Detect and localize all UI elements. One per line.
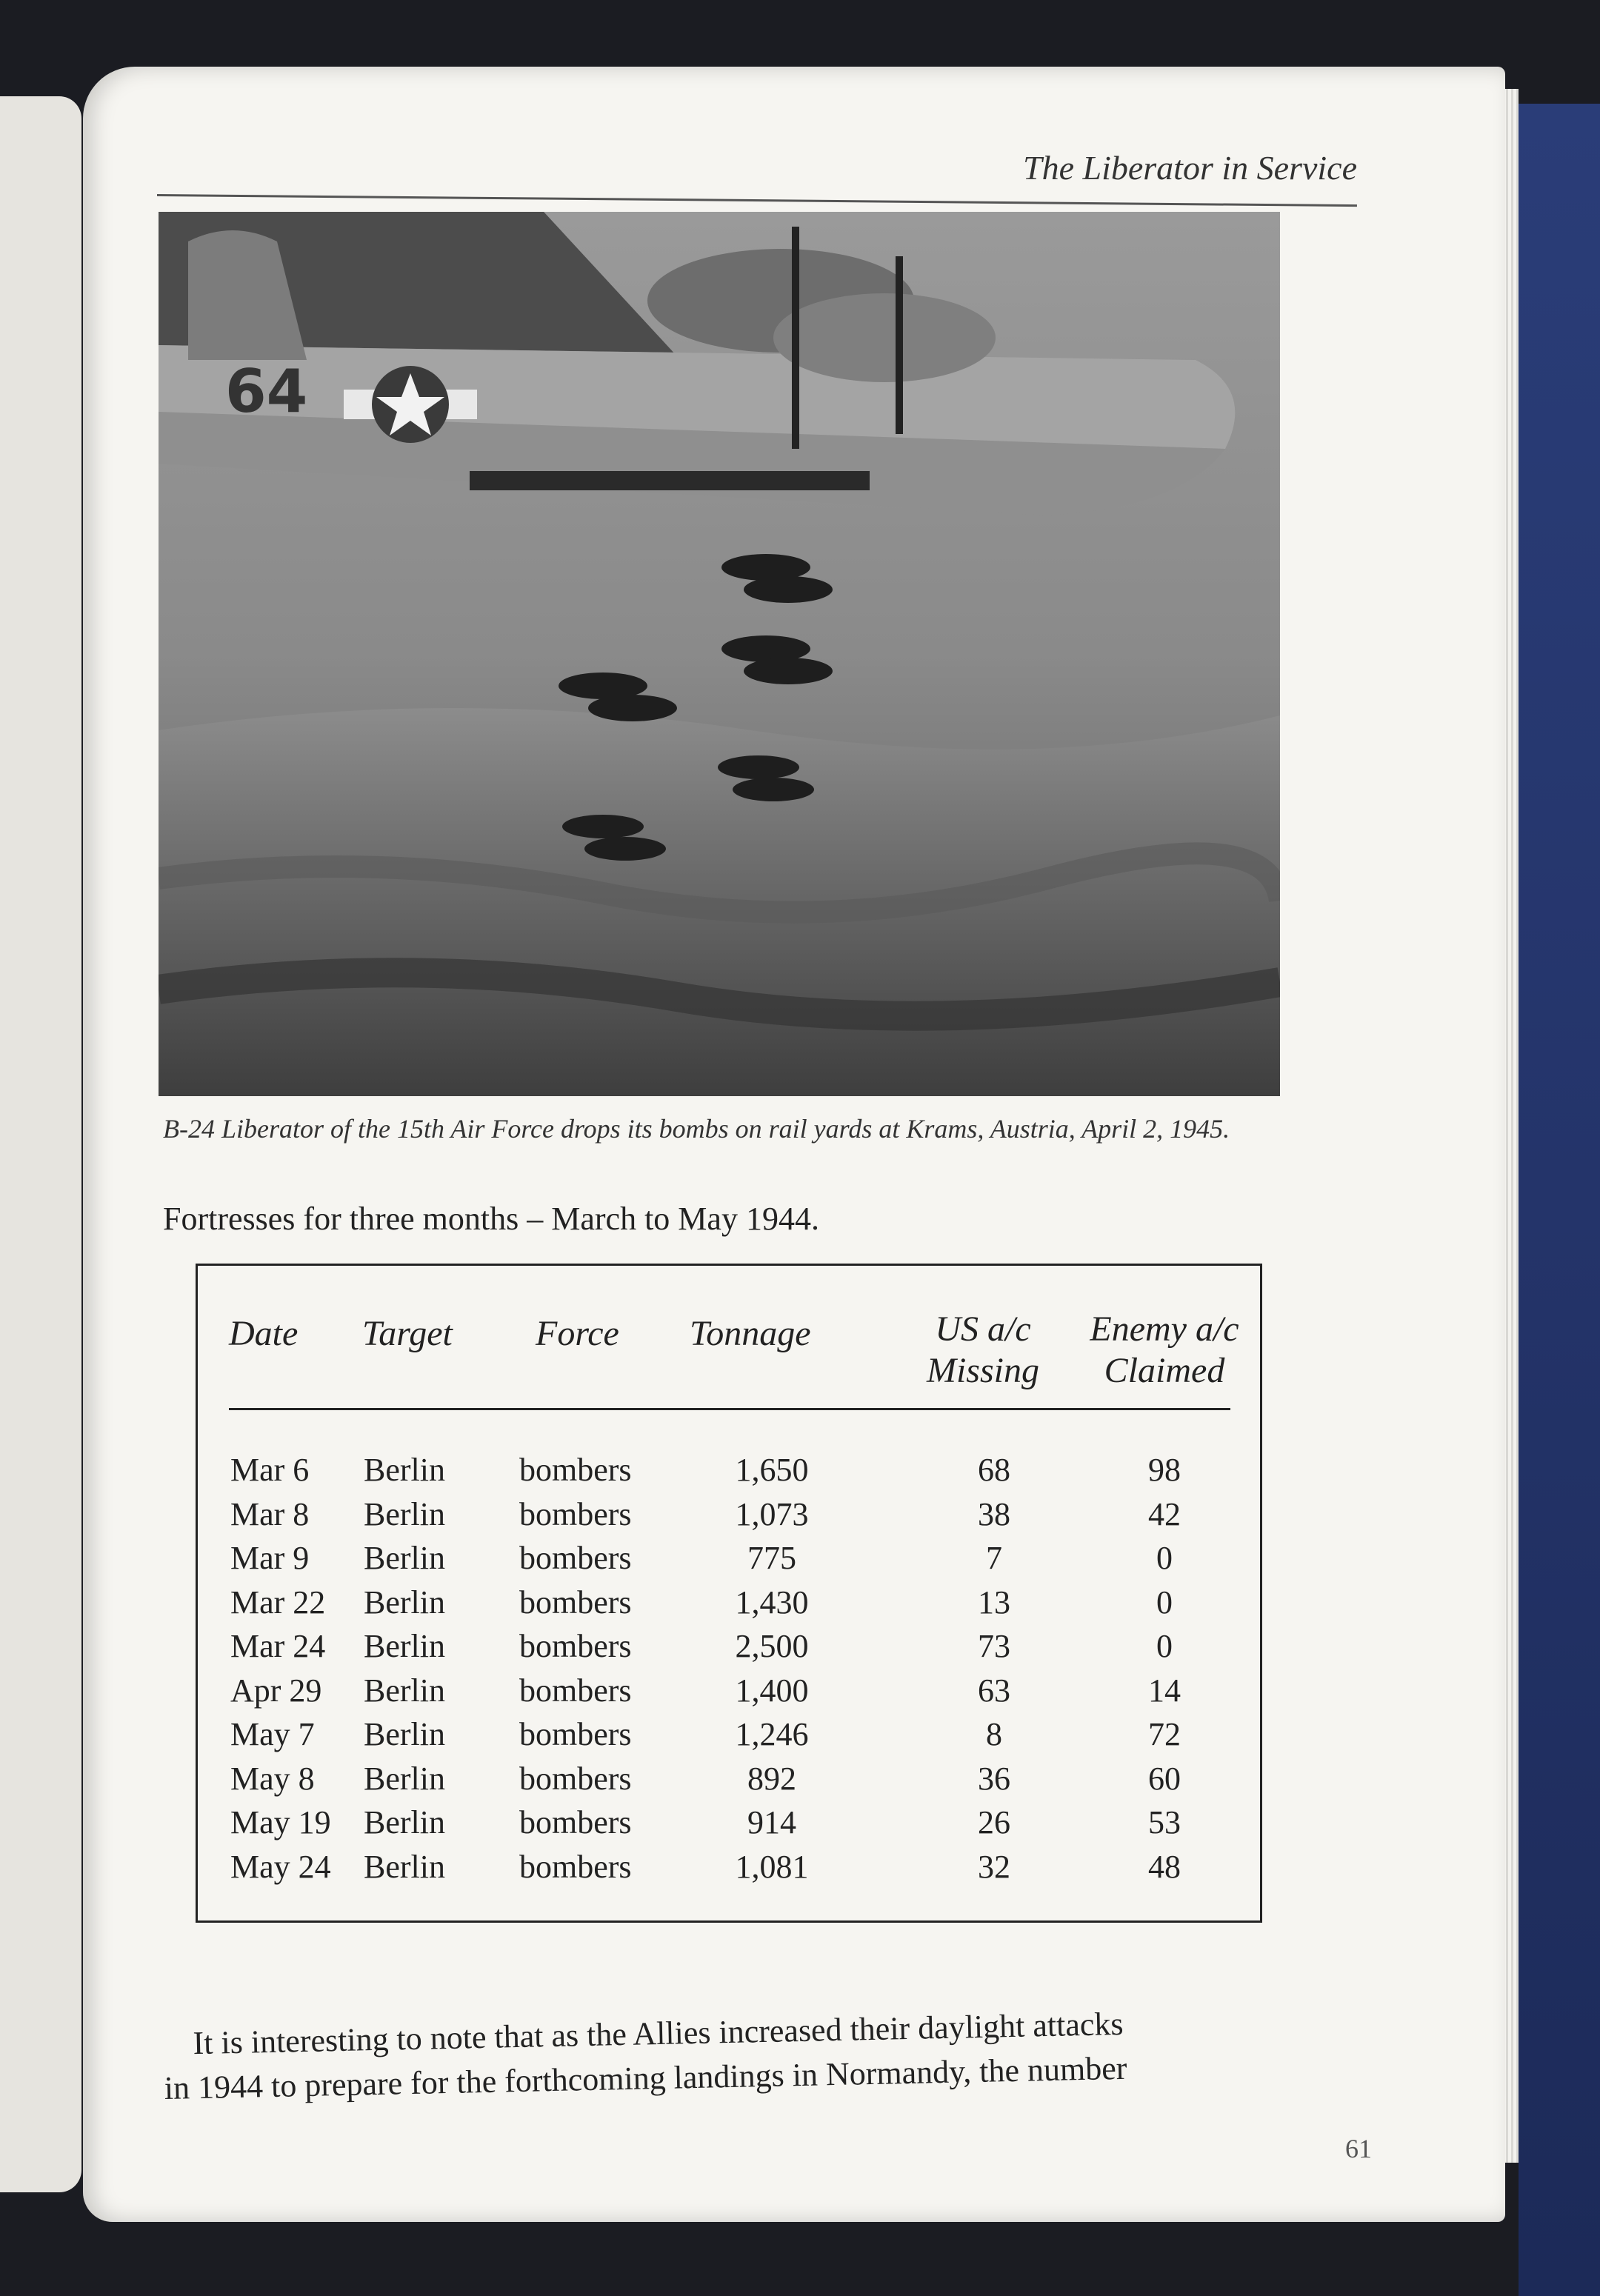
- header-date: Date: [229, 1314, 299, 1353]
- table-body: [198, 1449, 1260, 1890]
- table-row: Mar 6 Berlin bombers 1,650 68 98: [230, 1452, 1181, 1488]
- background-surface: [1519, 104, 1600, 2296]
- table-row: Mar 9 Berlin bombers 775 7 0: [230, 1540, 1173, 1576]
- running-head: The Liberator in Service: [1023, 149, 1357, 187]
- header-rule: [157, 194, 1357, 207]
- table-row: Mar 8 Berlin bombers 1,073 38 42: [230, 1495, 1181, 1532]
- header-force: Force: [536, 1314, 619, 1353]
- figure-caption: B-24 Liberator of the 15th Air Force drops its bombs on rail yards at Krams, Austria, April 2, 1945.: [163, 1114, 1230, 1144]
- body-paragraph: It is interesting to note that as the Allies increased their daylight attacks in 1944 to prepare for the forthcoming landings in Normandy, the number: [164, 2005, 1127, 2106]
- table-row: Apr 29 Berlin bombers 1,400 63 14: [230, 1672, 1181, 1709]
- table-row: May 7 Berlin bombers 1,246 8 72: [230, 1716, 1181, 1752]
- table-row: Mar 24 Berlin bombers 2,500 73 0: [230, 1628, 1173, 1664]
- facing-page-edge: [0, 96, 81, 2192]
- photo-b24-liberator: [159, 212, 1280, 1096]
- book-page: [83, 67, 1505, 2222]
- header-us-missing: US a/c Missing: [926, 1309, 1039, 1390]
- table-row: May 24 Berlin bombers 1,081 32 48: [230, 1848, 1181, 1885]
- table-row: Mar 22 Berlin bombers 1,430 13 0: [230, 1583, 1173, 1621]
- page-number: 61: [1345, 2134, 1372, 2163]
- table-row: May 8 Berlin bombers 892 36 60: [230, 1760, 1181, 1797]
- bomb-bay: [470, 471, 870, 490]
- photo-illustration: [159, 212, 1280, 1096]
- header-enemy-claimed: Enemy a/c Claimed: [1090, 1309, 1239, 1390]
- header-target: Target: [362, 1314, 453, 1353]
- header-rule: [229, 1408, 1230, 1410]
- table-row: May 19 Berlin bombers 914 26 53: [230, 1804, 1181, 1841]
- mission-table: [196, 1264, 1262, 1923]
- engine-nacelle: [773, 293, 996, 382]
- aircraft-marking: 64: [225, 357, 308, 426]
- header-tonnage: Tonnage: [690, 1314, 811, 1353]
- table-lead-text: Fortresses for three months – March to May 1944.: [163, 1201, 819, 1237]
